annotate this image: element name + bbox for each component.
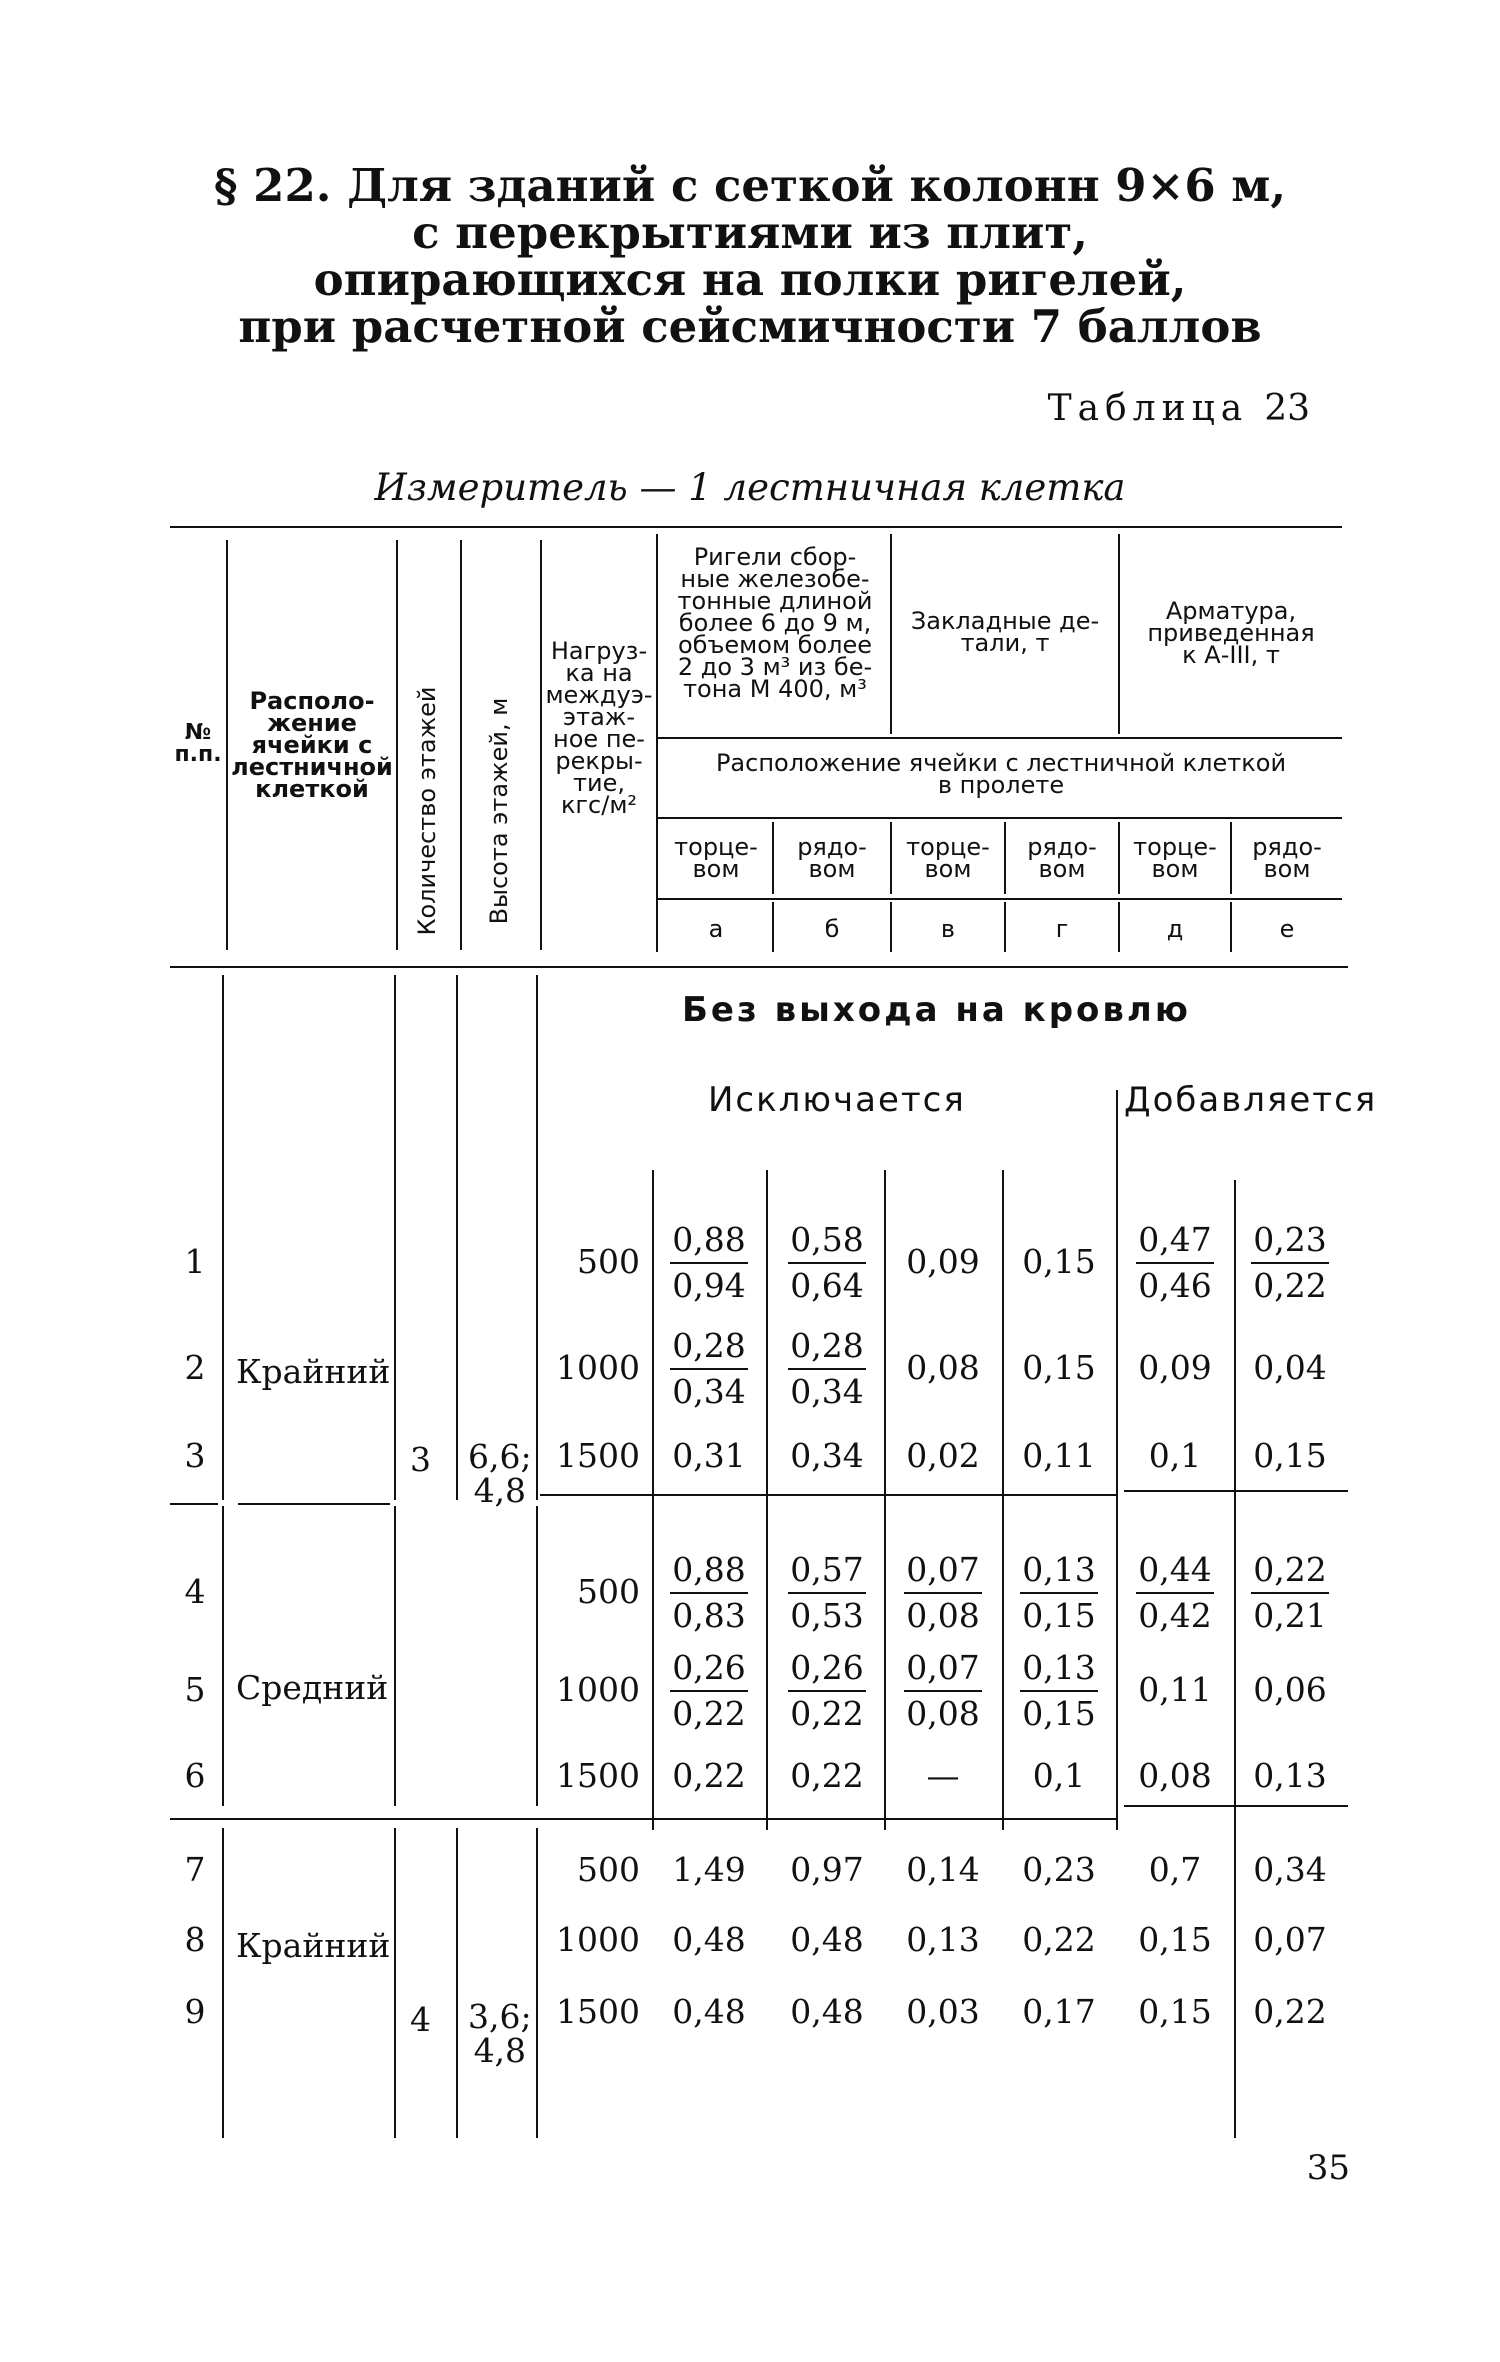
- cell-value: 0,06: [1253, 1670, 1327, 1709]
- header-text: торце-: [1133, 833, 1217, 861]
- cell-value: 0,07: [1253, 1920, 1327, 1959]
- numerator: 0,22: [1251, 1548, 1328, 1594]
- load-value: 500: [577, 1850, 640, 1889]
- cell-value: 0,48: [672, 1992, 746, 2031]
- row-number: 8: [184, 1920, 206, 1959]
- fraction-value: [772, 1218, 882, 1308]
- header-text: вом: [692, 855, 740, 883]
- header-embedded: [892, 607, 1118, 657]
- header-text: рядо-: [1027, 833, 1097, 861]
- cell-value: 0,48: [790, 1992, 864, 2031]
- col-letter: г: [1055, 915, 1069, 943]
- denominator: 0,42: [1138, 1596, 1212, 1635]
- added-label: Добавляется: [1124, 1080, 1378, 1120]
- heading-line: опирающихся на полки ригелей,: [313, 253, 1187, 306]
- header-text: Расположение ячейки с лестничной клеткой: [715, 749, 1287, 777]
- cell-value: 0,08: [906, 1348, 980, 1387]
- col-divider: [656, 534, 658, 952]
- cell-value: 0,15: [1253, 1436, 1327, 1475]
- header-text: клеткой: [255, 775, 369, 803]
- col-divider: [396, 540, 398, 950]
- numerator: 0,57: [788, 1548, 865, 1594]
- col-divider: [394, 1506, 396, 1806]
- fraction-value: [1004, 1548, 1114, 1638]
- header-text: Арматура,: [1165, 597, 1297, 625]
- col-divider: [536, 975, 538, 1500]
- header-rebar: [1120, 597, 1342, 669]
- cell-value: —: [926, 1756, 960, 1795]
- cell-value: 0,09: [1138, 1348, 1212, 1387]
- header-text: ка на: [565, 659, 633, 687]
- table-caption: [1048, 388, 1310, 429]
- group-rule: [170, 1818, 1116, 1820]
- denominator: 0,08: [906, 1694, 980, 1733]
- cell-value: 0,22: [790, 1756, 864, 1795]
- group-floors: 4: [410, 2000, 431, 2039]
- numerator: 0,26: [670, 1646, 747, 1692]
- cell-value: 0,15: [1022, 1348, 1096, 1387]
- header-sub-v: [892, 833, 1004, 883]
- excluded-label: Исключается: [708, 1080, 966, 1120]
- header-text: рядо-: [797, 833, 867, 861]
- fraction-value: [654, 1548, 764, 1638]
- col-divider: [884, 1170, 886, 1830]
- group-rule: [238, 1503, 390, 1505]
- denominator: 0,22: [672, 1694, 746, 1733]
- cell-value: 0,11: [1138, 1670, 1212, 1709]
- header-load: [542, 637, 656, 819]
- header-sub-e: [1232, 833, 1342, 883]
- group-height: [468, 1997, 532, 2070]
- cell-value: 0,1: [1032, 1756, 1086, 1795]
- header-text: рядо-: [1252, 833, 1322, 861]
- col-divider: [222, 975, 224, 1500]
- denominator: 0,34: [672, 1372, 746, 1411]
- denominator: 0,15: [1022, 1694, 1096, 1733]
- header-sub-g: [1006, 833, 1118, 883]
- fraction-value: [1235, 1218, 1345, 1308]
- row-number: 5: [184, 1670, 206, 1709]
- denominator: 0,83: [672, 1596, 746, 1635]
- header-text: ячейки с: [251, 731, 373, 759]
- header-rule: [658, 817, 1342, 819]
- cell-value: 0,97: [790, 1850, 864, 1889]
- header-location: [228, 687, 396, 803]
- header-text: п.п.: [174, 742, 222, 767]
- numerator: 0,28: [670, 1324, 747, 1370]
- header-num: [170, 722, 226, 766]
- header-floors: Количество этажей: [413, 686, 441, 936]
- fraction-value: [772, 1548, 882, 1638]
- header-sub-a: [660, 833, 772, 883]
- group-rule: [1124, 1805, 1348, 1807]
- row-number: 6: [184, 1756, 206, 1795]
- load-value: 1500: [556, 1436, 640, 1475]
- height-text: 6,6;: [468, 1437, 532, 1476]
- denominator: 0,53: [790, 1596, 864, 1635]
- header-text: лестничной: [231, 753, 393, 781]
- col-divider: [460, 540, 462, 950]
- header-text: вом: [1151, 855, 1199, 883]
- header-text: тона М 400, м³: [683, 675, 867, 703]
- col-divider: [536, 1828, 538, 2138]
- cell-value: 0,34: [1253, 1850, 1327, 1889]
- col-divider: [456, 975, 458, 1500]
- height-text: 4,8: [473, 1471, 527, 1510]
- cell-value: 1,49: [672, 1850, 746, 1889]
- cell-value: 0,09: [906, 1242, 980, 1281]
- fraction-value: [888, 1646, 998, 1736]
- row-number: 2: [184, 1348, 206, 1387]
- denominator: 0,94: [672, 1266, 746, 1305]
- load-value: 1000: [556, 1348, 640, 1387]
- col-letter: в: [940, 915, 956, 943]
- cell-value: 0,15: [1022, 1242, 1096, 1281]
- cell-value: 0,23: [1022, 1850, 1096, 1889]
- header-text: 2 до 3 м³ из бе-: [677, 653, 873, 681]
- table-number: 23: [1264, 388, 1310, 429]
- cell-value: 0,48: [790, 1920, 864, 1959]
- group-rule: [170, 1503, 218, 1505]
- fraction-value: [654, 1646, 764, 1736]
- load-value: 1000: [556, 1670, 640, 1709]
- load-value: 500: [577, 1242, 640, 1281]
- denominator: 0,08: [906, 1596, 980, 1635]
- header-rule: [658, 898, 1342, 900]
- row-number: 1: [184, 1242, 206, 1281]
- group-rule: [1124, 1490, 1348, 1492]
- header-text: приведенная: [1147, 619, 1315, 647]
- group-floors: 3: [410, 1440, 431, 1479]
- col-divider: [766, 1170, 768, 1830]
- header-text: кгс/м²: [560, 791, 638, 819]
- group-rule: [540, 1494, 1116, 1496]
- numerator: 0,07: [904, 1646, 981, 1692]
- numerator: 0,07: [904, 1548, 981, 1594]
- header-text: междуэ-: [545, 681, 653, 709]
- header-text: этаж-: [562, 703, 636, 731]
- cell-value: 0,08: [1138, 1756, 1212, 1795]
- denominator: 0,21: [1253, 1596, 1327, 1635]
- header-sub-d: [1120, 833, 1230, 883]
- height-text: 4,8: [473, 2031, 527, 2070]
- header-text: в пролете: [937, 771, 1065, 799]
- cell-value: 0,34: [790, 1436, 864, 1475]
- fraction-value: [1004, 1646, 1114, 1736]
- numerator: 0,23: [1251, 1218, 1328, 1264]
- header-text: тие,: [573, 769, 625, 797]
- numerator: 0,13: [1020, 1548, 1097, 1594]
- header-text: Ригели сбор-: [693, 543, 857, 571]
- cell-value: 0,04: [1253, 1348, 1327, 1387]
- fraction-value: [772, 1324, 882, 1414]
- cell-value: 0,13: [906, 1920, 980, 1959]
- row-number: 4: [184, 1572, 206, 1611]
- height-text: 3,6;: [468, 1997, 532, 2036]
- cell-value: 0,15: [1138, 1920, 1212, 1959]
- denominator: 0,22: [1253, 1266, 1327, 1305]
- numerator: 0,28: [788, 1324, 865, 1370]
- col-letter: а: [708, 915, 724, 943]
- header-text: Располо-: [249, 687, 375, 715]
- cell-value: 0,03: [906, 1992, 980, 2031]
- denominator: 0,64: [790, 1266, 864, 1305]
- cell-value: 0,15: [1138, 1992, 1212, 2031]
- fraction-value: [888, 1548, 998, 1638]
- numerator: 0,47: [1136, 1218, 1213, 1264]
- numerator: 0,88: [670, 1218, 747, 1264]
- load-value: 500: [577, 1572, 640, 1611]
- header-text: более 6 до 9 м,: [678, 609, 872, 637]
- numerator: 0,26: [788, 1646, 865, 1692]
- header-text: №: [184, 720, 212, 745]
- numerator: 0,88: [670, 1548, 747, 1594]
- numerator: 0,44: [1136, 1548, 1213, 1594]
- header-text: тали, т: [960, 629, 1050, 657]
- cell-value: 0,11: [1022, 1436, 1096, 1475]
- load-value: 1000: [556, 1920, 640, 1959]
- header-text: тонные длиной: [677, 587, 873, 615]
- measure-unit: Измеритель — 1 лестничная клетка: [374, 466, 1126, 509]
- header-text: вом: [1263, 855, 1311, 883]
- header-text: ное пе-: [553, 725, 645, 753]
- header-text: жение: [267, 709, 357, 737]
- col-letter: е: [1279, 915, 1295, 943]
- cell-value: 0,14: [906, 1850, 980, 1889]
- section-heading: [200, 159, 1300, 353]
- denominator: 0,46: [1138, 1266, 1212, 1305]
- row-number: 9: [184, 1992, 206, 2031]
- heading-line: при расчетной сейсмичности 7 баллов: [238, 300, 1262, 353]
- header-sub-b: [774, 833, 890, 883]
- header-text: Закладные де-: [910, 607, 1100, 635]
- load-value: 1500: [556, 1992, 640, 2031]
- col-letter: д: [1166, 915, 1184, 943]
- numerator: 0,13: [1020, 1646, 1097, 1692]
- page-number: 35: [1306, 2148, 1350, 2188]
- header-rigels: [660, 543, 890, 703]
- numerator: 0,58: [788, 1218, 865, 1264]
- col-letter: б: [824, 915, 840, 943]
- heading-line: § 22. Для зданий с сеткой колонн 9×6 м,: [213, 159, 1287, 212]
- cell-value: 0,22: [672, 1756, 746, 1795]
- header-text: вом: [808, 855, 856, 883]
- section-title: Без выхода на кровлю: [682, 990, 1191, 1030]
- cell-value: 0,17: [1022, 1992, 1096, 2031]
- fraction-value: [1235, 1548, 1345, 1638]
- col-divider: [222, 1828, 224, 2138]
- fraction-value: [654, 1324, 764, 1414]
- fraction-value: [654, 1218, 764, 1308]
- fraction-value: [1120, 1218, 1230, 1308]
- cell-value: 0,48: [672, 1920, 746, 1959]
- group-height: [468, 1437, 532, 1510]
- cell-value: 0,02: [906, 1436, 980, 1475]
- cell-value: 0,22: [1253, 1992, 1327, 2031]
- header-text: торце-: [674, 833, 758, 861]
- header-text: вом: [1038, 855, 1086, 883]
- col-divider: [1116, 1090, 1118, 1830]
- header-text: рекры-: [555, 747, 643, 775]
- header-span: [660, 749, 1342, 799]
- group-location: Крайний: [236, 1352, 391, 1391]
- row-number: 3: [184, 1436, 206, 1475]
- col-divider: [394, 1828, 396, 2138]
- header-text: Нагруз-: [550, 637, 648, 665]
- row-number: 7: [184, 1850, 206, 1889]
- fraction-value: [1120, 1548, 1230, 1638]
- header-height: Высота этажей, м: [485, 697, 513, 925]
- fraction-value: [772, 1646, 882, 1736]
- cell-value: 0,31: [672, 1436, 746, 1475]
- cell-value: 0,13: [1253, 1756, 1327, 1795]
- table-top-rule: [170, 526, 1342, 528]
- col-divider: [222, 1506, 224, 1806]
- load-value: 1500: [556, 1756, 640, 1795]
- header-rule: [658, 737, 1342, 739]
- header-text: к А-III, т: [1182, 641, 1280, 669]
- denominator: 0,34: [790, 1372, 864, 1411]
- header-bottom-rule: [170, 966, 1348, 968]
- denominator: 0,15: [1022, 1596, 1096, 1635]
- col-divider: [456, 1828, 458, 2138]
- header-text: вом: [924, 855, 972, 883]
- group-location: Крайний: [236, 1926, 391, 1965]
- table-label: Таблица: [1047, 388, 1249, 429]
- header-text: торце-: [906, 833, 990, 861]
- denominator: 0,22: [790, 1694, 864, 1733]
- cell-value: 0,7: [1148, 1850, 1202, 1889]
- group-location: Средний: [236, 1668, 389, 1707]
- header-text: ные железобе-: [680, 565, 870, 593]
- cell-value: 0,22: [1022, 1920, 1096, 1959]
- col-divider: [394, 975, 396, 1500]
- cell-value: 0,1: [1148, 1436, 1202, 1475]
- header-text: объемом более: [677, 631, 873, 659]
- col-divider: [536, 1506, 538, 1806]
- heading-line: с перекрытиями из плит,: [412, 206, 1088, 259]
